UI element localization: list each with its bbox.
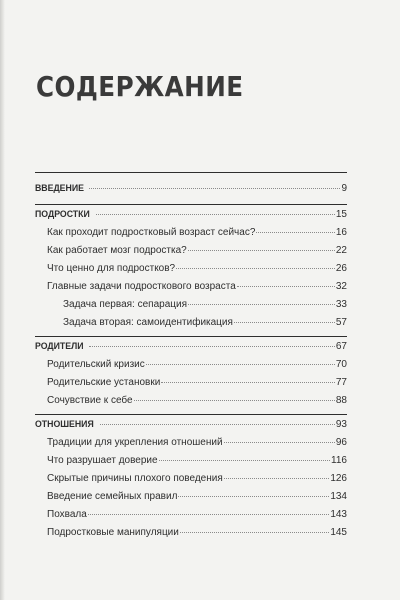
toc-page-number: 33 [335,299,347,310]
toc-entry-label: Родительские установки [47,377,161,388]
dot-leader [188,250,335,251]
toc-entry-label: Скрытые причины плохого поведения [47,473,223,484]
dot-leader [88,514,330,515]
dot-leader [234,322,335,323]
toc-entry-row[interactable] [35,395,347,406]
toc-section-relationships [35,414,347,538]
toc-page-number: 15 [335,209,347,220]
dot-leader [89,346,335,347]
dot-leader [224,478,330,479]
dot-leader [224,442,335,443]
toc-page-number: 126 [330,473,347,484]
toc-page-number: 96 [335,437,347,448]
toc-entry-row[interactable] [35,509,347,520]
dot-leader [96,214,335,215]
dot-leader [180,532,329,533]
toc-subentry-row[interactable] [35,299,347,310]
toc-subentry-label: Задача вторая: самоидентификация [63,317,233,328]
toc-entry-row[interactable] [35,245,347,256]
toc-section-parents [35,336,347,406]
toc-page-number: 26 [335,263,347,274]
toc-entry-label: Введение семейных правил [47,491,178,502]
toc-entry-row[interactable] [35,359,347,370]
toc-entry-label: Сочувствие к себе [47,395,133,406]
toc-heading-row[interactable] [35,183,347,194]
toc-page-number: 88 [335,395,347,406]
toc-page-number: 67 [335,341,347,352]
page-edge-shadow [0,0,5,600]
toc-entry-label: Традиции для укрепления отношений [47,437,223,448]
toc-entry-row[interactable] [35,263,347,274]
toc-page-number: 70 [335,359,347,370]
toc-entry-label: Что разрушает доверие [47,455,158,466]
dot-leader [134,400,335,401]
toc-page-number: 145 [330,527,347,538]
toc-heading-label: РОДИТЕЛИ [35,341,84,352]
toc-entry-label: Похвала [47,509,87,520]
dot-leader [161,382,335,383]
toc-entry-label: Родительский кризис [47,359,145,370]
toc-heading-row[interactable] [35,341,347,352]
toc-entry-row[interactable] [35,281,347,292]
toc-entry-row[interactable] [35,377,347,388]
toc-entry-label: Подростковые манипуляции [47,527,179,538]
dot-leader [237,286,335,287]
toc-page-number: 116 [331,455,347,466]
dot-leader [89,188,340,189]
toc-page-number: 9 [341,183,347,194]
toc-page-number: 16 [335,227,347,238]
toc-entry-label: Главные задачи подросткового возраста [47,281,236,292]
toc-section-intro [35,172,347,194]
toc-page-number: 32 [335,281,347,292]
toc-entry-row[interactable] [35,473,347,484]
toc-heading-label: ВВЕДЕНИЕ [35,183,84,194]
toc-heading-label: ПОДРОСТКИ [35,209,90,220]
toc-entry-row[interactable] [35,437,347,448]
toc-entry-row[interactable] [35,491,347,502]
toc-heading-label: ОТНОШЕНИЯ [35,419,94,430]
page-title: СОДЕРЖАНИЕ [36,70,244,103]
dot-leader [100,424,335,425]
toc-page-number: 93 [335,419,347,430]
toc-subentry-row[interactable] [35,317,347,328]
toc-subentry-label: Задача первая: сепарация [63,299,187,310]
toc-entry-row[interactable] [35,455,347,466]
toc-heading-row[interactable] [35,209,347,220]
dot-leader [188,304,335,305]
toc-entry-label: Что ценно для подростков? [47,263,176,274]
toc-entry-label: Как проходит подростковый возраст сейчас? [47,227,256,238]
dot-leader [178,496,329,497]
toc-entry-row[interactable] [35,527,347,538]
toc-page-number: 134 [330,491,347,502]
toc-page-number: 22 [335,245,347,256]
table-of-contents [35,172,347,545]
toc-page-number: 77 [335,377,347,388]
dot-leader [146,364,335,365]
toc-page-number: 143 [330,509,347,520]
toc-page-number: 57 [335,317,347,328]
dot-leader [256,232,334,233]
toc-entry-row[interactable] [35,227,347,238]
toc-entry-label: Как работает мозг подростка? [47,245,187,256]
dot-leader [176,268,335,269]
toc-section-teens [35,204,347,328]
dot-leader [159,460,330,461]
toc-heading-row[interactable] [35,419,347,430]
